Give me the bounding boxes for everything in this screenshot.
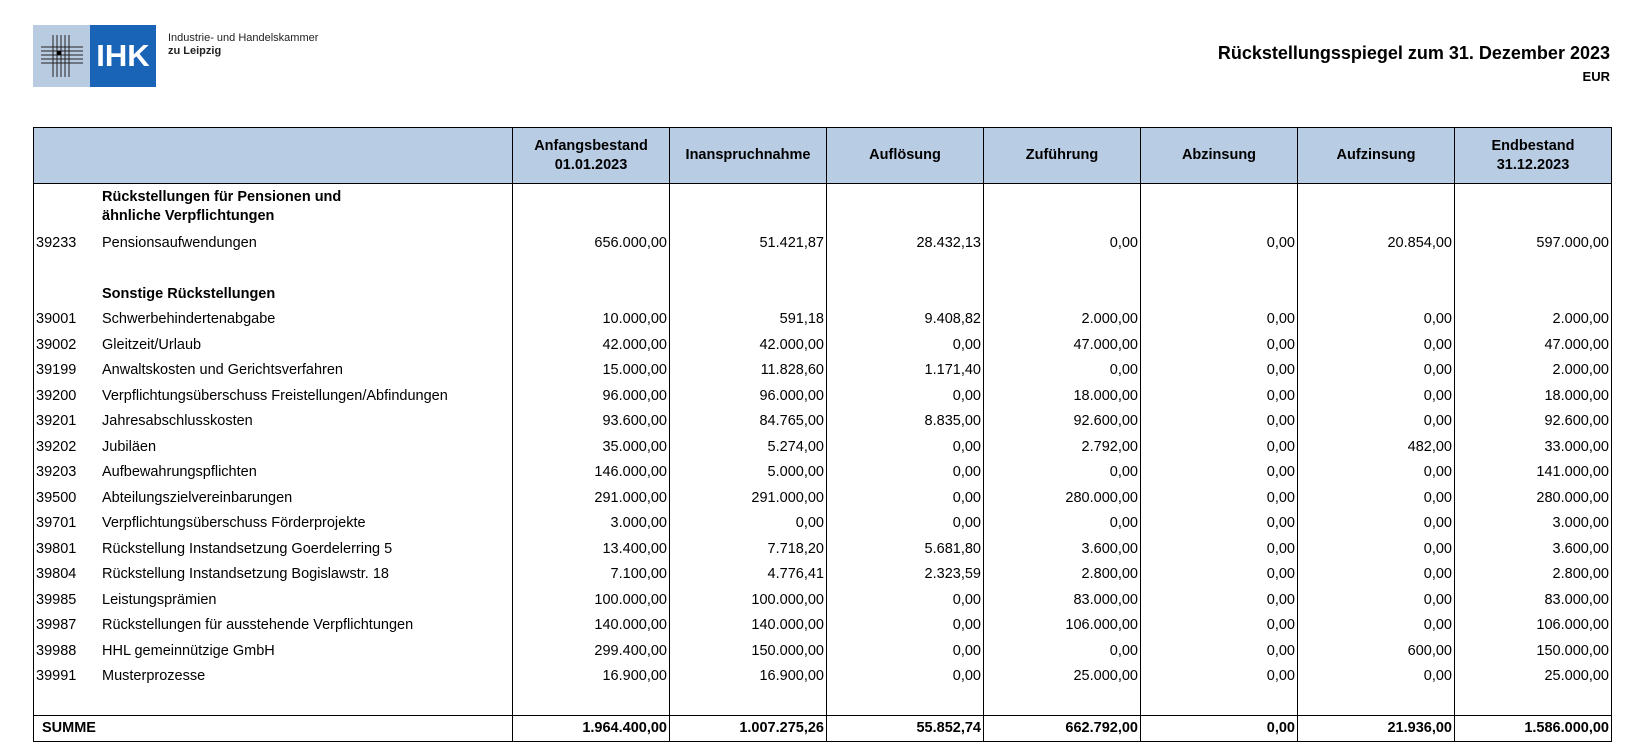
value-cell: 280.000,00 [1455,485,1612,511]
value-cell: 591,18 [670,307,827,333]
value-cell: 150.000,00 [670,638,827,664]
spacer-cell [670,256,827,282]
value-cell: 4.776,41 [670,562,827,588]
empty-cell [513,281,670,307]
value-cell: 140.000,00 [670,613,827,639]
empty-cell [827,281,984,307]
spacer-row [34,689,1612,715]
table-row [34,332,1612,358]
value-cell: 2.000,00 [984,307,1141,333]
table-header-row [34,128,1612,184]
row-label: Anwaltskosten und Gerichtsverfahren [100,358,513,384]
value-cell: 0,00 [827,664,984,690]
col-header-aufzinsung: Aufzinsung [1298,128,1455,184]
total-value: 21.936,00 [1298,715,1455,742]
value-cell: 0,00 [827,460,984,486]
value-cell: 1.171,40 [827,358,984,384]
value-cell: 25.000,00 [1455,664,1612,690]
value-cell: 0,00 [827,434,984,460]
value-cell: 141.000,00 [1455,460,1612,486]
empty-cell [1298,281,1455,307]
spacer-cell [1455,689,1612,715]
value-cell: 2.000,00 [1455,307,1612,333]
empty-cell [1141,184,1298,231]
row-label: Verpflichtungsüberschuss Freistellungen/Abfindungen [100,383,513,409]
spacer-cell [513,689,670,715]
value-cell: 0,00 [1141,332,1298,358]
provisions-table [33,127,1612,742]
value-cell: 96.000,00 [670,383,827,409]
value-cell: 83.000,00 [1455,587,1612,613]
col-header-aufloesung: Auflösung [827,128,984,184]
spacer-cell [827,689,984,715]
value-cell: 0,00 [1298,460,1455,486]
value-cell: 2.792,00 [984,434,1141,460]
value-cell: 16.900,00 [513,664,670,690]
section-title: Rückstellungen für Pensionen und ähnliche Verpflichtungen [100,184,513,231]
value-cell: 0,00 [1298,383,1455,409]
spacer-cell [34,256,101,282]
spacer-row [34,256,1612,282]
value-cell: 92.600,00 [1455,409,1612,435]
value-cell: 0,00 [1141,638,1298,664]
value-cell: 3.600,00 [984,536,1141,562]
col-header-zufuehrung: Zuführung [984,128,1141,184]
value-cell: 0,00 [1298,587,1455,613]
value-cell: 0,00 [827,613,984,639]
value-cell: 106.000,00 [984,613,1141,639]
account-code: 39001 [34,307,101,333]
value-cell: 93.600,00 [513,409,670,435]
value-cell: 2.000,00 [1455,358,1612,384]
table-row [34,358,1612,384]
value-cell: 291.000,00 [513,485,670,511]
value-cell: 0,00 [827,332,984,358]
value-cell: 0,00 [1298,664,1455,690]
value-cell: 0,00 [1141,485,1298,511]
table-row [34,638,1612,664]
table-row [34,664,1612,690]
value-cell: 299.400,00 [513,638,670,664]
total-value: 1.007.275,26 [670,715,827,742]
ihk-logo [33,25,163,87]
value-cell: 600,00 [1298,638,1455,664]
value-cell: 0,00 [1298,409,1455,435]
value-cell: 42.000,00 [513,332,670,358]
table-row [34,485,1612,511]
account-code: 39801 [34,536,101,562]
row-label: Rückstellung Instandsetzung Goerdelerring 5 [100,536,513,562]
account-code: 39202 [34,434,101,460]
table-row [34,511,1612,537]
value-cell: 0,00 [1141,664,1298,690]
section-heading-row [34,184,1612,231]
value-cell: 280.000,00 [984,485,1141,511]
spacer-cell [1298,689,1455,715]
value-cell: 0,00 [1298,613,1455,639]
value-cell: 0,00 [1141,613,1298,639]
value-cell: 92.600,00 [984,409,1141,435]
value-cell: 0,00 [1141,358,1298,384]
table-row [34,383,1612,409]
value-cell: 18.000,00 [1455,383,1612,409]
table-row [34,307,1612,333]
total-value: 1.964.400,00 [513,715,670,742]
value-cell: 18.000,00 [984,383,1141,409]
value-cell: 3.000,00 [1455,511,1612,537]
value-cell: 0,00 [827,587,984,613]
section-code-cell [34,184,101,231]
currency-label: EUR [1582,69,1610,84]
total-label: SUMME [34,715,513,742]
value-cell: 0,00 [984,230,1141,256]
value-cell: 9.408,82 [827,307,984,333]
row-label: HHL gemeinnützige GmbH [100,638,513,664]
value-cell: 20.854,00 [1298,230,1455,256]
value-cell: 13.400,00 [513,536,670,562]
account-code: 39002 [34,332,101,358]
account-code: 39233 [34,230,101,256]
header-blank [34,128,513,184]
account-code: 39500 [34,485,101,511]
value-cell: 0,00 [1298,485,1455,511]
value-cell: 0,00 [1298,536,1455,562]
value-cell: 5.274,00 [670,434,827,460]
value-cell: 0,00 [827,511,984,537]
spacer-cell [100,256,513,282]
value-cell: 7.100,00 [513,562,670,588]
value-cell: 0,00 [670,511,827,537]
value-cell: 0,00 [1298,307,1455,333]
table-row [34,613,1612,639]
value-cell: 2.323,59 [827,562,984,588]
row-label: Leistungsprämien [100,587,513,613]
spacer-cell [984,256,1141,282]
total-value: 1.586.000,00 [1455,715,1612,742]
table-row [34,409,1612,435]
value-cell: 140.000,00 [513,613,670,639]
spacer-cell [1298,256,1455,282]
value-cell: 291.000,00 [670,485,827,511]
value-cell: 5.681,80 [827,536,984,562]
total-value: 55.852,74 [827,715,984,742]
logo-organisation-name: Industrie- und Handelskammer zu Leipzig [168,32,319,57]
col-header-anfangsbestand: Anfangsbestand 01.01.2023 [513,128,670,184]
value-cell: 0,00 [827,383,984,409]
total-value: 0,00 [1141,715,1298,742]
value-cell: 0,00 [1298,358,1455,384]
row-label: Gleitzeit/Urlaub [100,332,513,358]
value-cell: 7.718,20 [670,536,827,562]
value-cell: 28.432,13 [827,230,984,256]
spacer-cell [827,256,984,282]
account-code: 39988 [34,638,101,664]
value-cell: 8.835,00 [827,409,984,435]
value-cell: 0,00 [1141,434,1298,460]
account-code: 39200 [34,383,101,409]
table-row [34,434,1612,460]
value-cell: 0,00 [1141,230,1298,256]
row-label: Jahresabschlusskosten [100,409,513,435]
spacer-cell [1141,689,1298,715]
spacer-cell [513,256,670,282]
value-cell: 0,00 [1141,511,1298,537]
value-cell: 83.000,00 [984,587,1141,613]
value-cell: 0,00 [1298,332,1455,358]
value-cell: 0,00 [827,485,984,511]
value-cell: 0,00 [1298,562,1455,588]
empty-cell [1455,281,1612,307]
col-header-abzinsung: Abzinsung [1141,128,1298,184]
account-code: 39701 [34,511,101,537]
table-row [34,230,1612,256]
row-label: Abteilungszielvereinbarungen [100,485,513,511]
value-cell: 3.600,00 [1455,536,1612,562]
empty-cell [1141,281,1298,307]
empty-cell [670,281,827,307]
spacer-cell [670,689,827,715]
value-cell: 0,00 [984,460,1141,486]
row-label: Musterprozesse [100,664,513,690]
logo-grid-icon [33,25,90,87]
section-title: Sonstige Rückstellungen [100,281,513,307]
table-row [34,460,1612,486]
empty-cell [827,184,984,231]
account-code: 39203 [34,460,101,486]
table-row [34,536,1612,562]
empty-cell [984,184,1141,231]
value-cell: 482,00 [1298,434,1455,460]
account-code: 39991 [34,664,101,690]
value-cell: 47.000,00 [984,332,1141,358]
value-cell: 51.421,87 [670,230,827,256]
account-code: 39201 [34,409,101,435]
value-cell: 146.000,00 [513,460,670,486]
value-cell: 597.000,00 [1455,230,1612,256]
value-cell: 3.000,00 [513,511,670,537]
value-cell: 0,00 [1298,511,1455,537]
value-cell: 100.000,00 [670,587,827,613]
section-heading-row [34,281,1612,307]
empty-cell [670,184,827,231]
row-label: Pensionsaufwendungen [100,230,513,256]
value-cell: 2.800,00 [1455,562,1612,588]
value-cell: 2.800,00 [984,562,1141,588]
table-body [34,184,1612,742]
value-cell: 150.000,00 [1455,638,1612,664]
value-cell: 656.000,00 [513,230,670,256]
value-cell: 16.900,00 [670,664,827,690]
row-label: Jubiläen [100,434,513,460]
account-code: 39987 [34,613,101,639]
value-cell: 100.000,00 [513,587,670,613]
value-cell: 0,00 [1141,409,1298,435]
col-header-inanspruchnahme: Inanspruchnahme [670,128,827,184]
row-label: Aufbewahrungspflichten [100,460,513,486]
section-code-cell [34,281,101,307]
spacer-cell [1455,256,1612,282]
table-row [34,587,1612,613]
value-cell: 0,00 [1141,536,1298,562]
value-cell: 15.000,00 [513,358,670,384]
value-cell: 0,00 [827,638,984,664]
total-row [34,715,1612,742]
col-header-endbestand: Endbestand 31.12.2023 [1455,128,1612,184]
account-code: 39199 [34,358,101,384]
value-cell: 0,00 [1141,460,1298,486]
value-cell: 47.000,00 [1455,332,1612,358]
spacer-cell [1141,256,1298,282]
row-label: Rückstellungen für ausstehende Verpflichtungen [100,613,513,639]
value-cell: 0,00 [1141,383,1298,409]
value-cell: 0,00 [1141,562,1298,588]
account-code: 39985 [34,587,101,613]
row-label: Verpflichtungsüberschuss Förderprojekte [100,511,513,537]
value-cell: 0,00 [1141,307,1298,333]
value-cell: 33.000,00 [1455,434,1612,460]
value-cell: 106.000,00 [1455,613,1612,639]
value-cell: 5.000,00 [670,460,827,486]
spacer-cell [100,689,513,715]
value-cell: 0,00 [984,511,1141,537]
value-cell: 35.000,00 [513,434,670,460]
value-cell: 0,00 [984,638,1141,664]
value-cell: 42.000,00 [670,332,827,358]
empty-cell [984,281,1141,307]
empty-cell [1298,184,1455,231]
value-cell: 10.000,00 [513,307,670,333]
value-cell: 25.000,00 [984,664,1141,690]
value-cell: 0,00 [1141,587,1298,613]
value-cell: 0,00 [984,358,1141,384]
value-cell: 96.000,00 [513,383,670,409]
value-cell: 84.765,00 [670,409,827,435]
row-label: Schwerbehindertenabgabe [100,307,513,333]
total-value: 662.792,00 [984,715,1141,742]
value-cell: 11.828,60 [670,358,827,384]
table-row [34,562,1612,588]
logo-wordmark: IHK [90,25,156,87]
report-title: Rückstellungsspiegel zum 31. Dezember 2023 [1217,43,1610,63]
row-label: Rückstellung Instandsetzung Bogislawstr. 18 [100,562,513,588]
spacer-cell [34,689,101,715]
account-code: 39804 [34,562,101,588]
empty-cell [1455,184,1612,231]
empty-cell [513,184,670,231]
spacer-cell [984,689,1141,715]
